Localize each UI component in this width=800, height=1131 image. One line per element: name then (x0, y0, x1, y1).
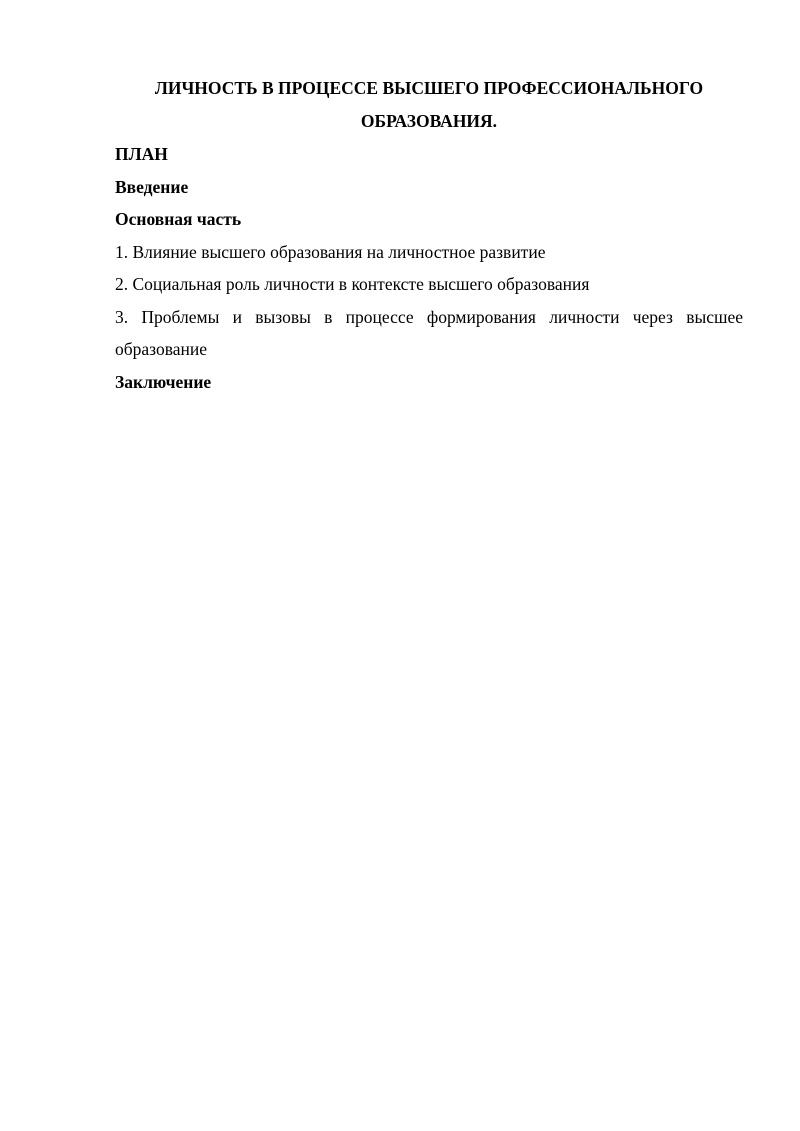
document-title: ЛИЧНОСТЬ В ПРОЦЕССЕ ВЫСШЕГО ПРОФЕССИОНАЛЬНОГО ОБРАЗОВАНИЯ. (154, 78, 704, 131)
plan-item-2: 2. Социальная роль личности в контексте высшего образования (115, 274, 590, 294)
introduction-heading: Введение (115, 176, 189, 197)
main-part-heading: Основная часть (115, 209, 242, 229)
plan-item-3: 3. Проблемы и вызовы в процессе формирования личности через высшее образование (115, 306, 743, 359)
conclusion-heading: Заключение (115, 371, 212, 392)
plan-item-1: 1. Влияние высшего образования на личностное развитие (115, 241, 546, 262)
document-body (115, 72, 743, 398)
plan-heading: ПЛАН (115, 144, 168, 164)
